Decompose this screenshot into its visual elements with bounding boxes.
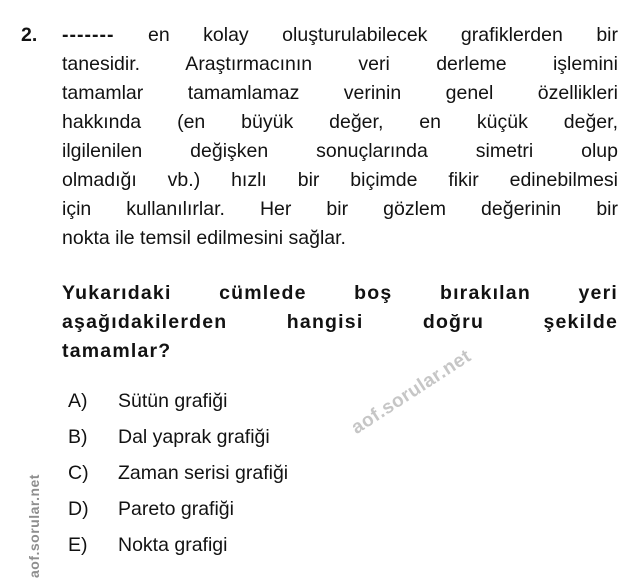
body-line-2: tanesidir. Araştırmacının veri derleme işlemini (62, 53, 618, 75)
prompt-line-3: tamamlar? (62, 340, 172, 362)
body-line-6: olmadığı vb.) hızlı bir biçimde fikir edinebilmesi (62, 169, 618, 191)
prompt-line-2: aşağıdakilerden hangisi doğru şekilde (62, 311, 618, 333)
question-number: 2. (21, 24, 38, 46)
option-c-letter: C) (68, 462, 89, 484)
body-line-8: nokta ile temsil edilmesini sağlar. (62, 227, 346, 249)
question-prompt (62, 279, 618, 366)
options-list (68, 387, 488, 567)
option-d-letter: D) (68, 498, 89, 520)
option-a[interactable] (68, 387, 488, 423)
body-line-3: tamamlar tamamlamaz verinin genel özellikleri (62, 82, 618, 104)
option-e[interactable] (68, 531, 488, 567)
prompt-line-1: Yukarıdaki cümlede boş bırakılan yeri (62, 282, 618, 304)
watermark-vertical: aof.sorular.net (26, 474, 42, 578)
option-a-text: Sütün grafiği (118, 390, 228, 412)
option-d-text: Pareto grafiği (118, 498, 234, 520)
option-c-text: Zaman serisi grafiği (118, 462, 289, 484)
option-a-letter: A) (68, 390, 88, 412)
option-b-text: Dal yaprak grafiği (118, 426, 270, 448)
body-line-5: ilgilenilen değişken sonuçlarında simetri olup (62, 140, 618, 162)
option-c[interactable] (68, 459, 488, 495)
blank-placeholder-dashes: ------- (62, 24, 115, 46)
question-body (62, 21, 618, 253)
option-d[interactable] (68, 495, 488, 531)
option-b[interactable] (68, 423, 488, 459)
body-line-1-text: en kolay oluşturulabilecek grafiklerden bir (147, 24, 618, 46)
body-line-1 (62, 21, 618, 50)
watermark-diagonal: aof.sorular.net (347, 345, 476, 439)
option-e-letter: E) (68, 534, 88, 556)
body-line-4: hakkında (en büyük değer, en küçük değer, (62, 111, 618, 133)
option-b-letter: B) (68, 426, 88, 448)
option-e-text: Nokta grafigi (118, 534, 228, 556)
body-line-7: için kullanılırlar. Her bir gözlem değerinin bir (62, 198, 618, 220)
